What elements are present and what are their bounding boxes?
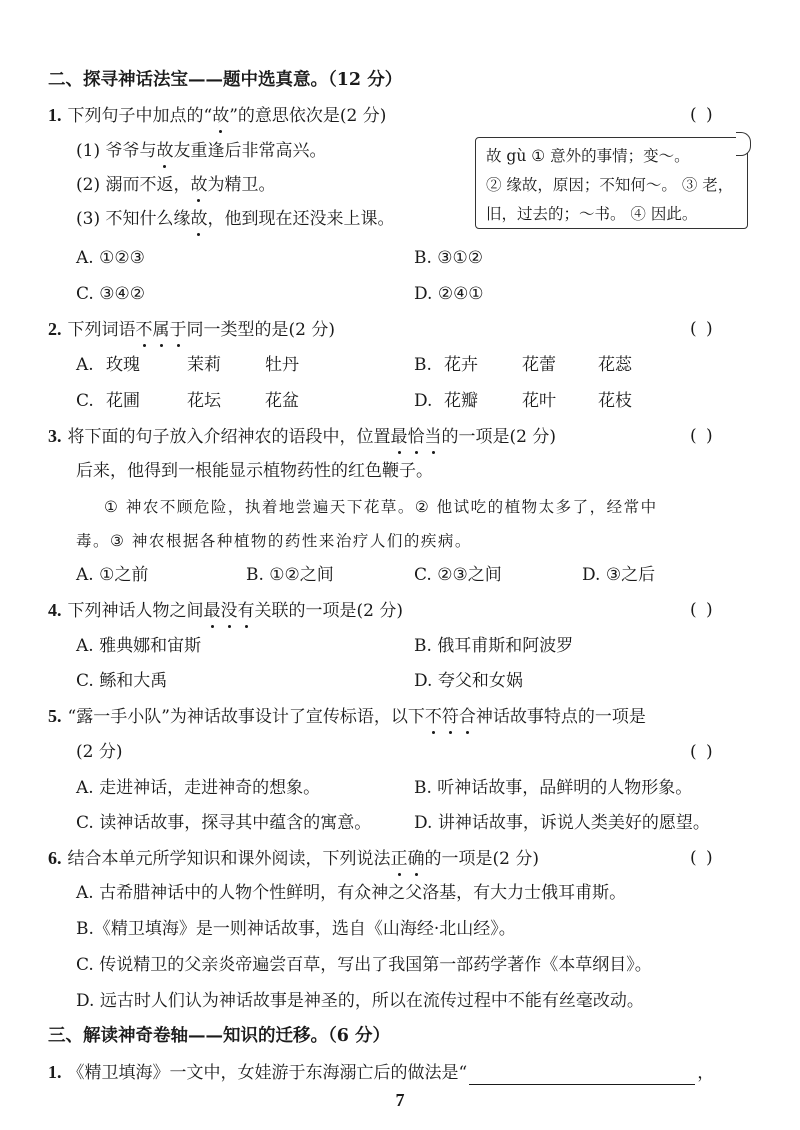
- q5-score: (2 分): [76, 742, 123, 762]
- gloss-line: 故 gù ① 意外的事情；变～。: [486, 147, 690, 165]
- q6-stem: 6. 结合本单元所学知识和课外阅读，下列说法正确的一项是(2 分): [48, 848, 539, 869]
- q6-option-a[interactable]: A. 古希腊神话中的人物个性鲜明，有众神之父洛基，有大力士俄耳甫斯。: [76, 883, 627, 903]
- q4-option-d[interactable]: D. 夸父和女娲: [414, 671, 523, 691]
- q1-sentence-3: (3) 不知什么缘故，他到现在还没来上课。: [76, 209, 395, 229]
- section3-title: 三、解读神奇卷轴——知识的迁移。（6 分）: [48, 1026, 391, 1046]
- s3-q1-number: 1.: [48, 1062, 62, 1082]
- page-number: 7: [395, 1090, 405, 1110]
- q3-number: 3.: [48, 426, 62, 446]
- gloss-line: 旧，过去的；～书。 ④ 因此。: [486, 205, 698, 223]
- q1-sentence-2: (2) 溺而不返，故为精卫。: [76, 175, 276, 195]
- q1-emphasis-char: 故: [212, 106, 230, 126]
- s3-q1-stem: 1. 《精卫填海》一文中，女娃游于东海溺亡后的做法是“ ，: [48, 1062, 715, 1083]
- q3-option-b[interactable]: B. ①②之间: [246, 565, 334, 585]
- q2-option-c[interactable]: C. 花圃 花坛 花盆: [76, 391, 299, 411]
- q6-answer-paren[interactable]: ( ): [690, 848, 715, 868]
- q2-number: 2.: [48, 319, 62, 339]
- q3-option-a[interactable]: A. ①之前: [76, 565, 149, 585]
- q4-number: 4.: [48, 600, 62, 620]
- q1-option-d[interactable]: D. ②④①: [414, 284, 484, 304]
- q2-answer-paren[interactable]: ( ): [690, 319, 715, 339]
- dictionary-gloss-box: [475, 137, 748, 229]
- q4-option-b[interactable]: B. 俄耳甫斯和阿波罗: [414, 636, 574, 656]
- q1-option-b[interactable]: B. ③①②: [414, 248, 484, 268]
- q3-sentence: 后来，他得到一根能显示植物药性的红色鞭子。: [76, 461, 433, 481]
- scroll-curl-decoration: [736, 132, 751, 156]
- q3-option-d[interactable]: D. ③之后: [582, 565, 656, 585]
- q5-answer-paren[interactable]: ( ): [690, 742, 715, 762]
- q5-option-c[interactable]: C. 读神话故事，探寻其中蕴含的寓意。: [76, 813, 372, 833]
- q1-sentence-1: (1) 爷爷与故友重逢后非常高兴。: [76, 141, 327, 161]
- q2-stem: 2. 下列词语不属于同一类型的是(2 分): [48, 319, 335, 340]
- q6-option-b[interactable]: B.《精卫填海》是一则神话故事，选自《山海经·北山经》。: [76, 919, 516, 939]
- q4-option-a[interactable]: A. 雅典娜和宙斯: [76, 636, 202, 656]
- section2-title: 二、探寻神话法宝——题中选真意。（12 分）: [48, 70, 403, 90]
- q3-answer-paren[interactable]: ( ): [690, 426, 715, 446]
- q5-number: 5.: [48, 706, 62, 726]
- q2-option-d[interactable]: D. 花瓣 花叶 花枝: [414, 391, 632, 411]
- q3-option-c[interactable]: C. ②③之间: [414, 565, 502, 585]
- q4-option-c[interactable]: C. 鲧和大禹: [76, 671, 168, 691]
- q1-stem: 1. 下列句子中加点的“故”的意思依次是(2 分): [48, 105, 387, 126]
- q6-option-d[interactable]: D. 远古时人们认为神话故事是神圣的，所以在流传过程中不能有丝毫改动。: [76, 991, 644, 1011]
- q3-passage-line-1: ① 神农不顾危险，执着地尝遍天下花草。② 他试吃的植物太多了，经常中: [104, 498, 658, 516]
- q3-stem: 3. 将下面的句子放入介绍神农的语段中，位置最恰当的一项是(2 分): [48, 426, 556, 447]
- q5-stem: 5. “露一手小队”为神话故事设计了宣传标语，以下不符合神话故事特点的一项是: [48, 706, 646, 727]
- q4-stem: 4. 下列神话人物之间最没有关联的一项是(2 分): [48, 600, 403, 621]
- q2-option-b[interactable]: B. 花卉 花蕾 花蕊: [414, 355, 632, 375]
- q1-answer-paren[interactable]: ( ): [690, 105, 715, 125]
- q6-number: 6.: [48, 848, 62, 868]
- q3-passage-line-2: 毒。③ 神农根据各种植物的药性来治疗人们的疾病。: [76, 532, 472, 550]
- gloss-line: ② 缘故，原因；不知何～。 ③ 老，: [486, 176, 734, 194]
- q4-answer-paren[interactable]: ( ): [690, 600, 715, 620]
- q2-option-a[interactable]: A. 玫瑰 茉莉 牡丹: [76, 355, 299, 375]
- q5-option-b[interactable]: B. 听神话故事，品鲜明的人物形象。: [414, 778, 693, 798]
- q5-option-a[interactable]: A. 走进神话，走进神奇的想象。: [76, 778, 321, 798]
- q6-option-c[interactable]: C. 传说精卫的父亲炎帝遍尝百草，写出了我国第一部药学著作《本草纲目》。: [76, 955, 652, 975]
- q1-option-a[interactable]: A. ①②③: [76, 248, 145, 268]
- s3-q1-answer-blank[interactable]: [469, 1066, 695, 1085]
- q1-number: 1.: [48, 105, 62, 125]
- q5-option-d[interactable]: D. 讲神话故事，诉说人类美好的愿望。: [414, 813, 710, 833]
- q1-option-c[interactable]: C. ③④②: [76, 284, 145, 304]
